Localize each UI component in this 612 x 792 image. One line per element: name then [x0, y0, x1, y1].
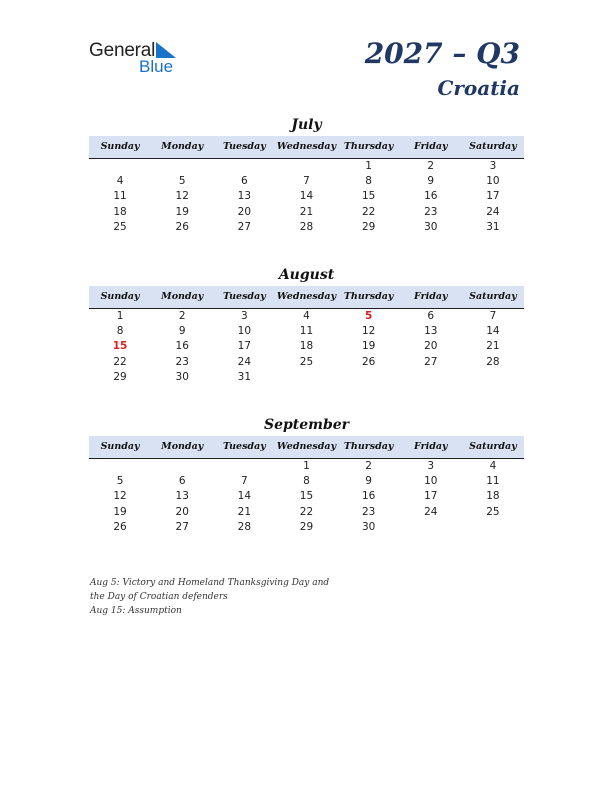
day-cell: 18 — [486, 490, 500, 503]
holiday-day-cell: 15 — [112, 340, 128, 353]
weekday-label: Sunday — [100, 141, 140, 152]
weekday-label: Tuesday — [222, 141, 266, 152]
week-row — [89, 520, 524, 535]
weekday-label: Friday — [414, 141, 448, 152]
holiday-note: Aug 5: Victory and Homeland Thanksgiving Day and — [90, 578, 330, 588]
day-cell: 28 — [486, 355, 500, 368]
day-cell: 30 — [361, 520, 376, 533]
logo-word-blue: Blue — [139, 57, 174, 76]
day-cell: 23 — [424, 205, 438, 218]
empty-day-cell — [462, 520, 524, 535]
empty-day-cell — [151, 459, 213, 474]
week-row — [89, 355, 524, 370]
day-cell: 18 — [113, 205, 127, 218]
day-cell: 2 — [427, 160, 435, 172]
day-cell: 21 — [237, 505, 252, 518]
week-row — [89, 339, 524, 354]
week-row — [89, 189, 524, 204]
country-name: Croatia — [437, 76, 520, 100]
brand-logo — [89, 40, 189, 80]
day-cell: 1 — [116, 310, 124, 322]
day-cell: 12 — [175, 190, 189, 203]
month-september — [89, 414, 524, 535]
weekday-header — [89, 286, 524, 309]
weekday-label: Thursday — [343, 291, 394, 302]
weekday-label: Tuesday — [222, 291, 266, 302]
week-row — [89, 505, 524, 520]
day-cell: 25 — [299, 355, 314, 368]
day-cell: 23 — [361, 505, 376, 518]
day-cell: 25 — [113, 220, 127, 233]
day-cell: 16 — [424, 190, 438, 203]
day-cell: 1 — [303, 460, 310, 472]
day-cell: 12 — [113, 490, 127, 503]
day-cell: 23 — [175, 355, 189, 368]
weekday-label: Sunday — [100, 441, 140, 452]
day-cell: 14 — [299, 190, 314, 203]
day-cell: 2 — [178, 310, 186, 322]
day-cell: 27 — [237, 220, 252, 233]
day-cell: 20 — [424, 340, 438, 353]
day-cell: 3 — [427, 460, 435, 472]
day-cell: 16 — [361, 490, 376, 503]
day-cell: 21 — [299, 205, 314, 218]
day-cell: 27 — [424, 355, 438, 368]
month-name: July — [291, 117, 322, 133]
day-cell: 27 — [175, 520, 189, 533]
weekday-label: Wednesday — [276, 441, 337, 452]
week-row — [89, 159, 524, 174]
month-august — [89, 264, 524, 385]
empty-day-cell — [89, 459, 151, 474]
weekday-label: Wednesday — [276, 141, 337, 152]
day-cell: 17 — [424, 490, 438, 503]
holiday-note: Aug 15: Assumption — [90, 606, 182, 616]
day-cell: 31 — [486, 220, 500, 233]
empty-day-cell — [275, 159, 337, 174]
day-cell: 9 — [178, 325, 186, 338]
empty-day-cell — [213, 459, 275, 474]
day-cell: 22 — [113, 355, 127, 368]
week-row — [89, 309, 524, 324]
day-cell: 13 — [424, 325, 438, 338]
week-row — [89, 220, 524, 235]
month-name: September — [263, 417, 350, 433]
week-row — [89, 174, 524, 189]
weekday-label: Friday — [414, 441, 448, 452]
day-cell: 10 — [424, 475, 438, 488]
day-cell: 4 — [303, 310, 310, 322]
logo-triangle-icon — [156, 42, 176, 58]
weekday-label: Thursday — [343, 441, 394, 452]
day-cell: 19 — [175, 205, 189, 218]
day-cell: 24 — [237, 355, 252, 368]
logo-word-general: General — [89, 40, 156, 61]
holiday-notes — [90, 576, 329, 618]
day-cell: 17 — [486, 190, 500, 203]
day-cell: 14 — [237, 490, 252, 503]
week-row — [89, 459, 524, 474]
day-cell: 28 — [237, 520, 252, 533]
day-cell: 5 — [116, 475, 124, 488]
day-cell: 4 — [116, 175, 124, 188]
day-cell: 21 — [486, 340, 500, 353]
day-cell: 31 — [237, 370, 252, 383]
day-cell: 11 — [299, 325, 314, 338]
day-cell: 22 — [299, 505, 314, 518]
day-cell: 15 — [361, 190, 376, 203]
day-cell: 4 — [489, 460, 497, 472]
day-cell: 7 — [489, 310, 497, 322]
day-cell: 8 — [116, 325, 124, 338]
weekday-label: Tuesday — [222, 441, 266, 452]
empty-day-cell — [400, 370, 462, 385]
day-cell: 26 — [361, 355, 376, 368]
empty-day-cell — [275, 370, 337, 385]
day-cell: 17 — [237, 340, 252, 353]
weekday-label: Thursday — [343, 141, 394, 152]
day-cell: 9 — [427, 175, 435, 188]
day-cell: 14 — [486, 325, 500, 338]
weekday-label: Saturday — [469, 141, 517, 152]
day-cell: 30 — [175, 370, 189, 383]
day-cell: 1 — [365, 160, 372, 172]
day-cell: 29 — [299, 520, 314, 533]
empty-day-cell — [462, 370, 524, 385]
day-cell: 24 — [424, 505, 438, 518]
weekday-label: Wednesday — [276, 291, 337, 302]
day-cell: 24 — [486, 205, 500, 218]
day-cell: 3 — [241, 310, 248, 322]
day-cell: 25 — [486, 505, 500, 518]
month-july — [89, 114, 524, 235]
weekday-header — [89, 436, 524, 459]
weekday-label: Sunday — [100, 291, 140, 302]
empty-day-cell — [400, 520, 462, 535]
day-cell: 9 — [365, 475, 372, 488]
holiday-day-cell: 5 — [364, 310, 373, 322]
week-row — [89, 370, 524, 385]
day-cell: 6 — [241, 175, 248, 188]
day-cell: 7 — [303, 175, 310, 188]
week-row — [89, 489, 524, 504]
weekday-label: Saturday — [469, 441, 517, 452]
empty-day-cell — [213, 159, 275, 174]
week-row — [89, 205, 524, 220]
holiday-note: the Day of Croatian defenders — [90, 592, 228, 602]
day-cell: 15 — [299, 490, 314, 503]
day-cell: 16 — [175, 340, 189, 353]
weekday-label: Saturday — [469, 291, 517, 302]
day-cell: 2 — [365, 460, 372, 472]
day-cell: 29 — [361, 220, 376, 233]
day-cell: 10 — [486, 175, 500, 188]
weekday-label: Monday — [161, 141, 204, 152]
day-cell: 19 — [361, 340, 376, 353]
weekday-header — [89, 136, 524, 159]
day-cell: 8 — [303, 475, 310, 488]
week-row — [89, 324, 524, 339]
day-cell: 28 — [299, 220, 314, 233]
day-cell: 18 — [299, 340, 314, 353]
empty-day-cell — [89, 159, 151, 174]
weekday-label: Monday — [161, 291, 204, 302]
empty-day-cell — [338, 370, 400, 385]
day-cell: 26 — [113, 520, 127, 533]
empty-day-cell — [151, 159, 213, 174]
day-cell: 11 — [486, 475, 500, 488]
day-cell: 20 — [175, 505, 189, 518]
day-cell: 5 — [178, 175, 186, 188]
day-cell: 8 — [365, 175, 372, 188]
day-cell: 3 — [489, 160, 497, 172]
page-title: 2027 – Q3 — [364, 37, 520, 70]
month-name: August — [278, 267, 335, 283]
day-cell: 22 — [361, 205, 376, 218]
week-row — [89, 474, 524, 489]
day-cell: 26 — [175, 220, 189, 233]
day-cell: 10 — [237, 325, 252, 338]
weekday-label: Friday — [414, 291, 448, 302]
day-cell: 6 — [427, 310, 435, 322]
day-cell: 7 — [241, 475, 248, 488]
day-cell: 20 — [237, 205, 252, 218]
day-cell: 6 — [178, 475, 186, 488]
day-cell: 29 — [113, 370, 127, 383]
day-cell: 11 — [113, 190, 127, 203]
day-cell: 13 — [237, 190, 252, 203]
day-cell: 13 — [175, 490, 189, 503]
day-cell: 19 — [113, 505, 127, 518]
weekday-label: Monday — [161, 441, 204, 452]
day-cell: 12 — [361, 325, 376, 338]
day-cell: 30 — [424, 220, 438, 233]
